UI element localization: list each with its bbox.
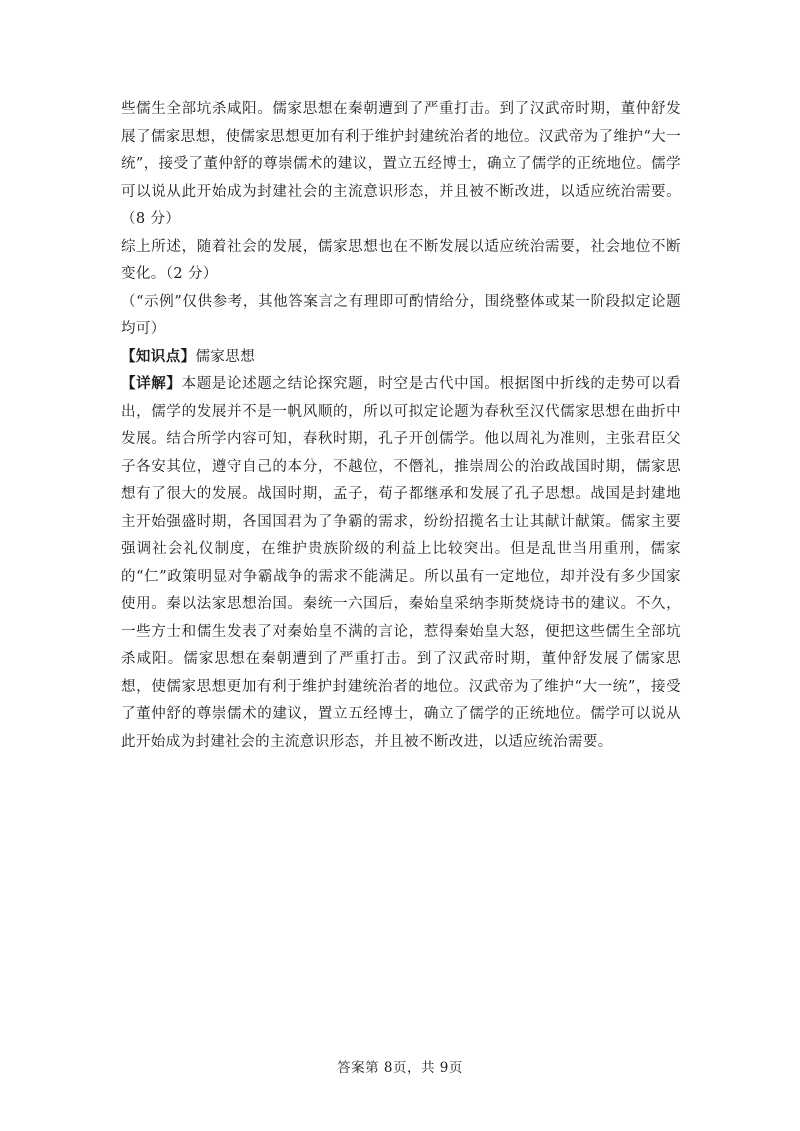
detail-explanation bbox=[121, 371, 681, 756]
detail-text: 本题是论述题之结论探究题，时空是古代中国。根据图中折线的走势可以看出，儒学的发展并不是一帆风顺的，所以可拟定论题为春秋至汉代儒家思想在曲折中发展。结合所学内容可知，春秋时期，孔子开创儒学。他以周礼为准则，主张君臣父子各安其位，遵守自己的本分，不越位，不僭礼，推崇周公的治政战国时期，儒家思想有了很大的发展。战国时期，孟子，荀子都继承和发展了孔子思想。战国是封建地主开始强盛时期，各国国君为了争霸的需求，纷纷招揽名士让其献计献策。儒家主要强调社会礼仪制度，在维护贵族阶级的利益上比较突出。但是乱世当用重刑，儒家的“仁”政策明显对争霸战争的需求不能满足。所以虽有一定地位，却并没有多少国家使用。秦以法家思想治国。秦统一六国后，秦始皇采纳李斯焚烧诗书的建议。不久，一些方士和儒生发表了对秦始皇不满的言论，惹得秦始皇大怒，便把这些儒生全部坑杀咸阳。儒家思想在秦朝遭到了严重打击。到了汉武帝时期，董仲舒发展了儒家思想，使儒家思想更加有利于维护封建统治者的地位。汉武帝为了维护“大一统”，接受了董仲舒的尊崇儒术的建议，置立五经博士，确立了儒学的正统地位。儒学可以说从此开始成为封建社会的主流意识形态，并且被不断改进，以适应统治需要。 bbox=[121, 376, 681, 750]
knowledge-tag: 【知识点】 bbox=[121, 348, 196, 365]
page-footer: 答案第 8页，共 9页 bbox=[337, 1060, 463, 1076]
answer-summary: 综上所述，随着社会的发展，儒家思想也在不断发展以适应统治需要，社会地位不断变化。（2 分） bbox=[121, 238, 681, 282]
detail-tag: 【详解】 bbox=[121, 376, 182, 392]
knowledge-text: 儒家思想 bbox=[195, 348, 256, 365]
answer-note: （“示例”仅供参考，其他答案言之有理即可酌情给分，围绕整体或某一阶段拟定论题均可） bbox=[121, 293, 681, 337]
knowledge-point bbox=[121, 344, 681, 372]
answer-content bbox=[121, 96, 681, 756]
answer-paragraph: 些儒生全部坑杀咸阳。儒家思想在秦朝遭到了严重打击。到了汉武帝时期，董仲舒发展了儒家思想，使儒家思想更加有利于维护封建统治者的地位。汉武帝为了维护“大一统”，接受了董仲舒的尊崇儒术的建议，置立五经博士，确立了儒学的正统地位。儒学可以说从此开始成为封建社会的主流意识形态，并且被不断改进，以适应统治需要。（8 分） bbox=[121, 101, 681, 227]
